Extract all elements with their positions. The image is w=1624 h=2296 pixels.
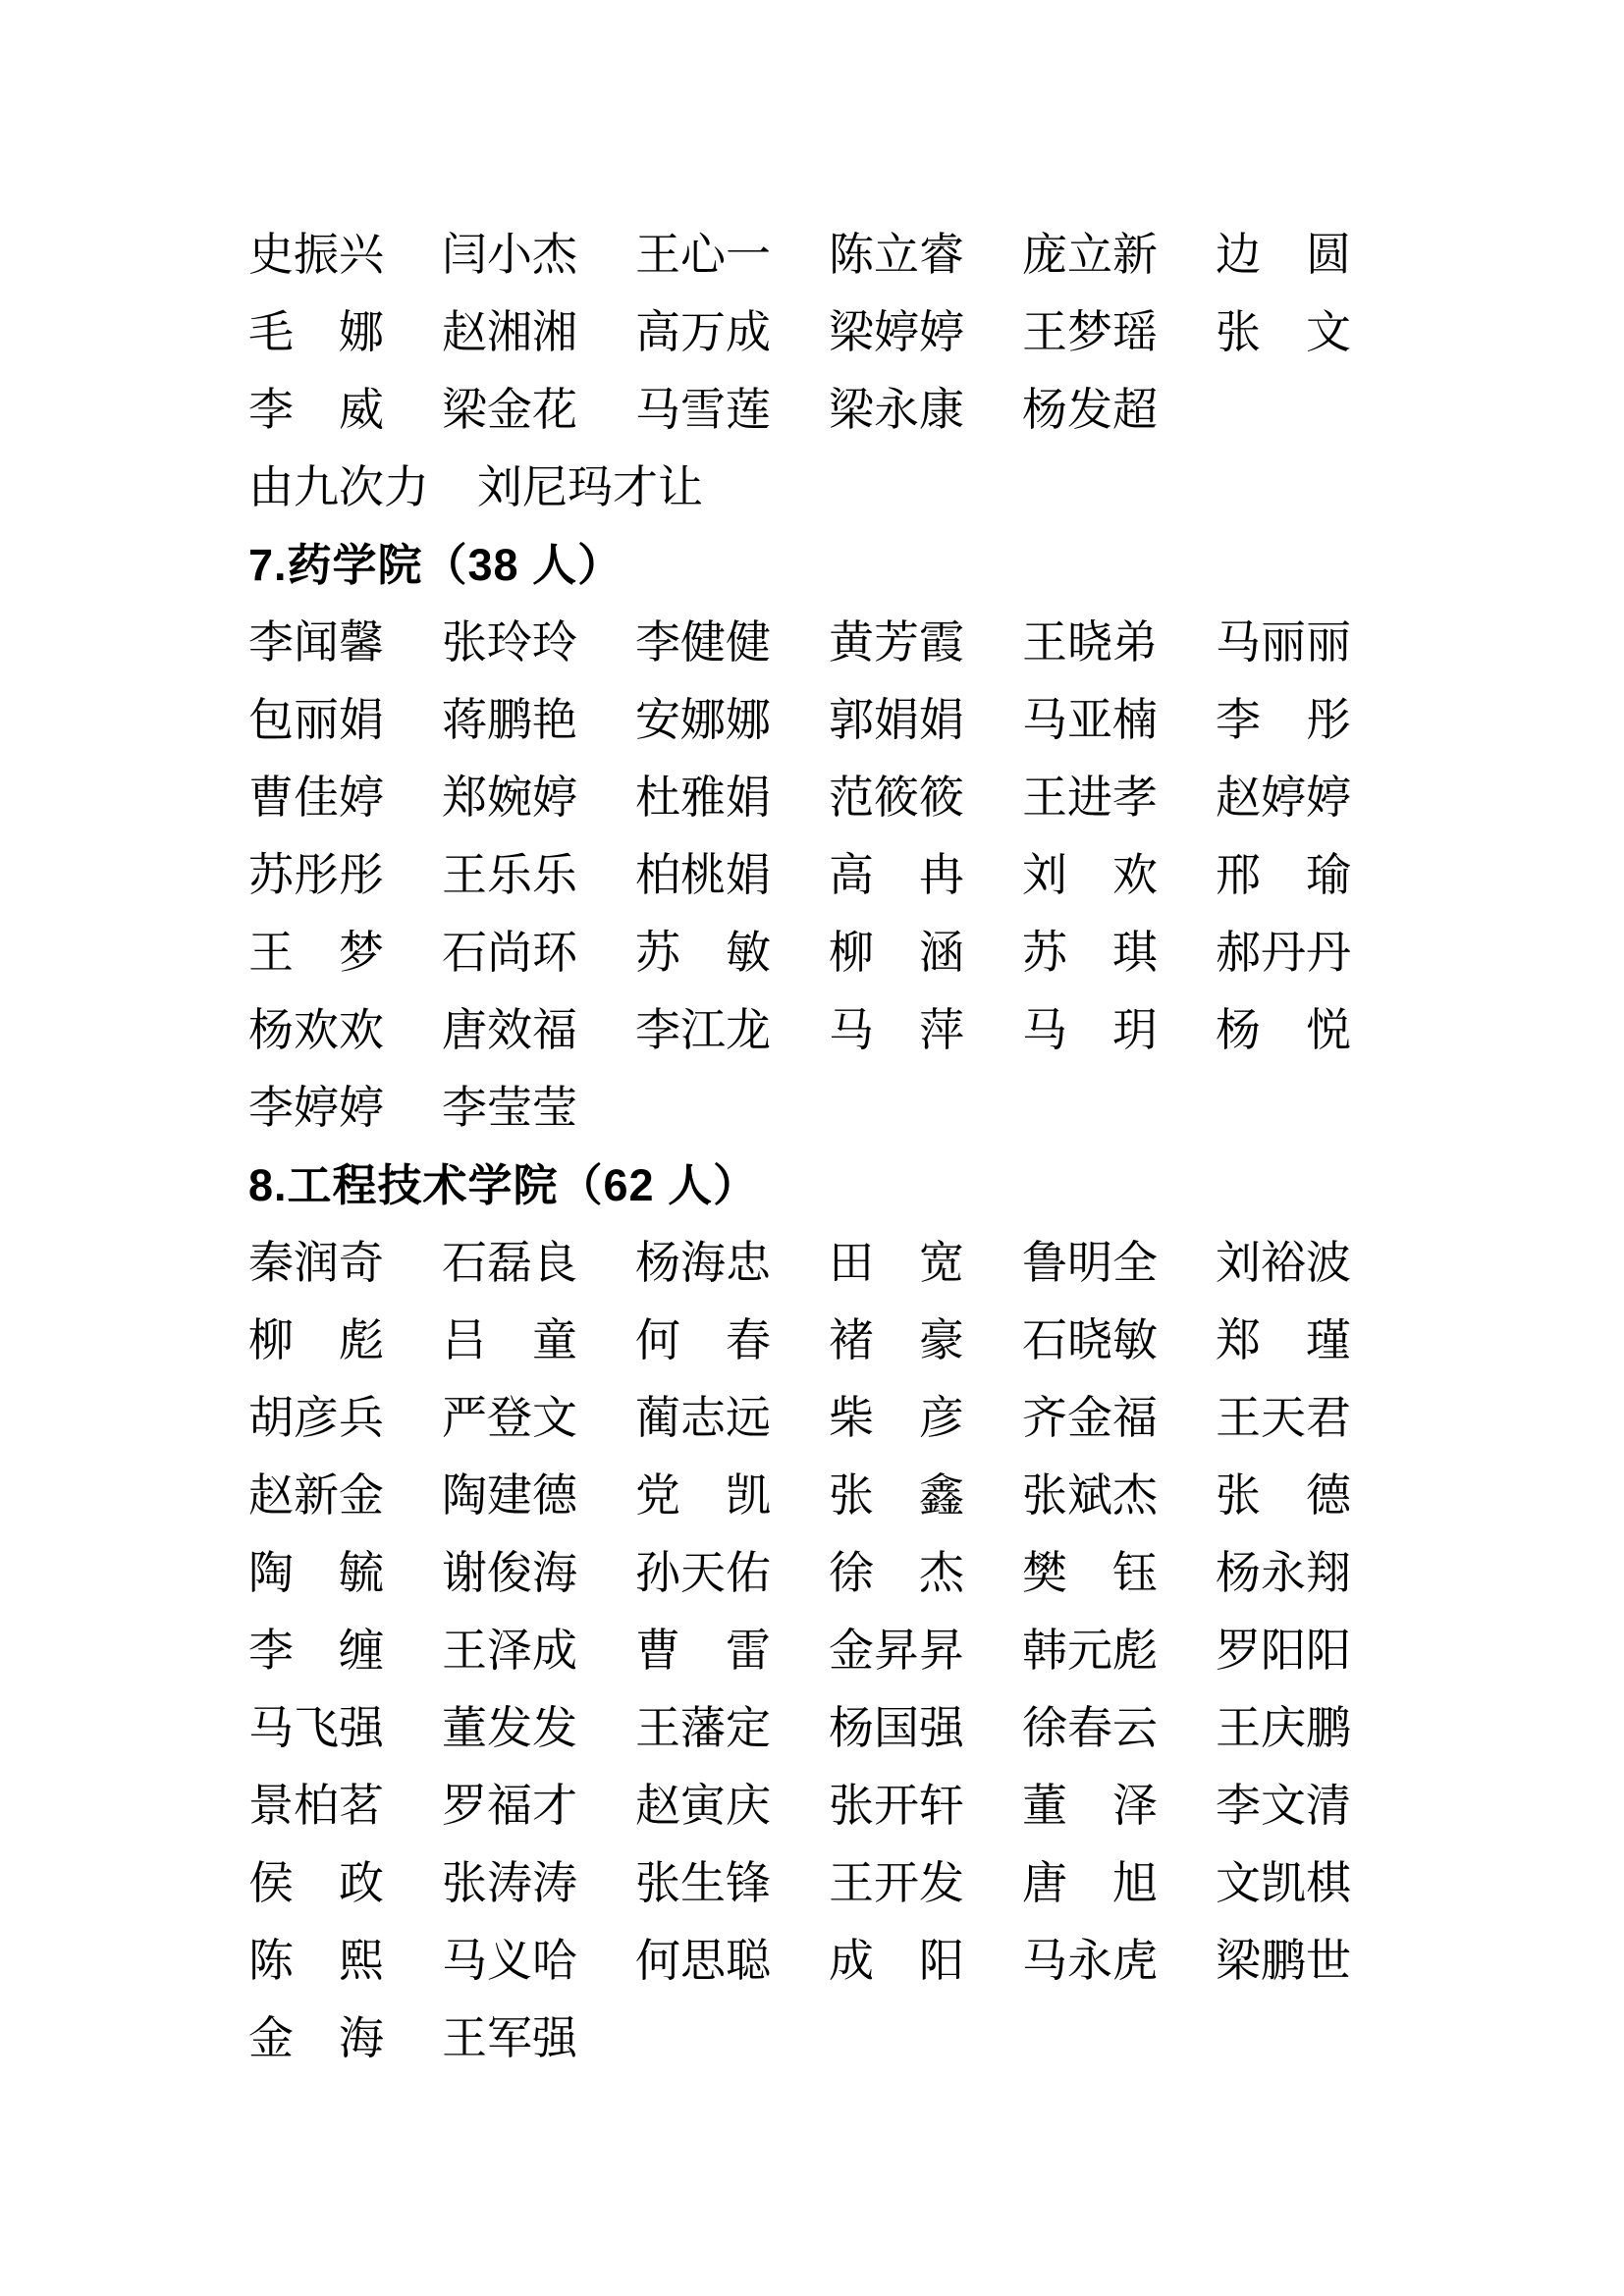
name-row [248, 1534, 1486, 1612]
name-cell: 张生锋 [635, 1858, 771, 1908]
name-cell: 杨永翔 [1216, 1548, 1351, 1598]
name-cell: 刘 欢 [1022, 850, 1158, 900]
name-cell: 董 泽 [1022, 1781, 1158, 1831]
name-cell: 党 凯 [635, 1470, 771, 1521]
name-cell: 李婷婷 [248, 1083, 384, 1133]
name-cell: 闫小杰 [442, 230, 577, 280]
name-cell: 庞立新 [1022, 230, 1158, 280]
name-cell: 张玲玲 [442, 617, 577, 667]
name-cell: 陶 毓 [248, 1548, 384, 1598]
name-cell: 石晓敏 [1022, 1315, 1158, 1365]
name-row [248, 1612, 1486, 1689]
name-cell: 杨发超 [1022, 385, 1158, 435]
name-cell: 秦润奇 [248, 1238, 384, 1288]
name-cell: 李 威 [248, 385, 384, 435]
name-cell: 田 宽 [829, 1238, 964, 1288]
name-cell: 张 鑫 [829, 1470, 964, 1521]
name-cell: 梁永康 [829, 385, 964, 435]
name-cell: 马飞强 [248, 1703, 384, 1753]
name-cell: 曹 雷 [635, 1626, 771, 1676]
name-row [248, 836, 1486, 914]
name-cell: 成 阳 [829, 1936, 964, 1986]
name-cell: 金昇昇 [829, 1626, 964, 1676]
name-cell: 褚 豪 [829, 1315, 964, 1365]
name-cell: 由九次力 [248, 462, 429, 512]
name-row [248, 449, 1486, 526]
name-cell: 李莹莹 [442, 1083, 577, 1133]
name-cell: 梁婷婷 [829, 307, 964, 357]
name-cell: 范筱筱 [829, 773, 964, 823]
name-cell: 鲁明全 [1022, 1238, 1158, 1288]
name-cell: 齐金福 [1022, 1393, 1158, 1443]
name-row [248, 991, 1486, 1069]
name-cell: 赵寅庆 [635, 1781, 771, 1831]
name-cell: 胡彦兵 [248, 1393, 384, 1443]
name-cell: 李闻馨 [248, 617, 384, 667]
name-cell: 王藩定 [635, 1703, 771, 1753]
name-cell: 郑 瑾 [1216, 1315, 1351, 1365]
name-row [248, 759, 1486, 836]
name-cell: 杨 悦 [1216, 1005, 1351, 1055]
name-cell: 谢俊海 [442, 1548, 577, 1598]
section-header: 8.工程技术学院（62 人） [248, 1160, 759, 1210]
name-cell: 郭娟娟 [829, 695, 964, 745]
name-cell: 唐 旭 [1022, 1858, 1158, 1908]
name-cell: 罗阳阳 [1216, 1626, 1351, 1676]
name-row [248, 1302, 1486, 1379]
name-cell: 王心一 [635, 230, 771, 280]
name-cell: 李健健 [635, 617, 771, 667]
name-cell: 王开发 [829, 1858, 964, 1908]
name-cell: 王军强 [442, 2013, 577, 2063]
name-row [248, 1379, 1486, 1457]
name-row [248, 1457, 1486, 1534]
name-cell: 郑婉婷 [442, 773, 577, 823]
name-cell: 王乐乐 [442, 850, 577, 900]
name-cell: 文凯棋 [1216, 1858, 1351, 1908]
name-cell: 蒋鹏艳 [442, 695, 577, 745]
name-cell: 马永虎 [1022, 1936, 1158, 1986]
name-cell: 杨欢欢 [248, 1005, 384, 1055]
name-cell: 蔺志远 [635, 1393, 771, 1443]
name-row [248, 914, 1486, 991]
name-cell: 王 梦 [248, 928, 384, 978]
name-cell: 刘尼玛才让 [477, 462, 703, 512]
name-cell: 刘裕波 [1216, 1238, 1351, 1288]
name-cell: 柳 彪 [248, 1315, 384, 1365]
name-cell: 张涛涛 [442, 1858, 577, 1908]
name-cell: 杨海忠 [635, 1238, 771, 1288]
name-cell: 张 德 [1216, 1470, 1351, 1521]
name-cell: 苏 琪 [1022, 928, 1158, 978]
name-cell: 郝丹丹 [1216, 928, 1351, 978]
name-cell: 何思聪 [635, 1936, 771, 1986]
name-row [248, 1689, 1486, 1767]
name-cell: 柳 涵 [829, 928, 964, 978]
name-cell: 梁鹏世 [1216, 1936, 1351, 1986]
section-header: 7.药学院（38 人） [248, 540, 623, 590]
name-cell: 高 冉 [829, 850, 964, 900]
name-row [248, 294, 1486, 371]
name-cell: 张斌杰 [1022, 1470, 1158, 1521]
name-cell: 何 春 [635, 1315, 771, 1365]
name-cell: 王进孝 [1022, 773, 1158, 823]
name-cell: 李江龙 [635, 1005, 771, 1055]
name-row [248, 216, 1486, 294]
name-cell: 吕 童 [442, 1315, 577, 1365]
name-row [248, 1069, 1486, 1147]
name-cell: 董发发 [442, 1703, 577, 1753]
name-cell: 侯 政 [248, 1858, 384, 1908]
name-cell: 金 海 [248, 2013, 384, 2063]
name-cell: 马丽丽 [1216, 617, 1351, 667]
name-cell: 张开轩 [829, 1781, 964, 1831]
name-cell: 徐 杰 [829, 1548, 964, 1598]
name-cell: 徐春云 [1022, 1703, 1158, 1753]
name-cell: 梁金花 [442, 385, 577, 435]
name-cell: 杜雅娟 [635, 773, 771, 823]
name-cell: 韩元彪 [1022, 1626, 1158, 1676]
name-cell: 王泽成 [442, 1626, 577, 1676]
name-cell: 柴 彦 [829, 1393, 964, 1443]
name-cell: 苏彤彤 [248, 850, 384, 900]
name-cell: 边 圆 [1216, 230, 1351, 280]
name-row [248, 1922, 1486, 2000]
name-cell: 李 缠 [248, 1626, 384, 1676]
name-cell: 马 玥 [1022, 1005, 1158, 1055]
name-cell: 王庆鹏 [1216, 1703, 1351, 1753]
name-cell: 毛 娜 [248, 307, 384, 357]
name-cell: 苏 敏 [635, 928, 771, 978]
name-cell: 马亚楠 [1022, 695, 1158, 745]
name-cell: 王天君 [1216, 1393, 1351, 1443]
name-cell: 陈立睿 [829, 230, 964, 280]
name-cell: 陶建德 [442, 1470, 577, 1521]
name-cell: 石尚环 [442, 928, 577, 978]
name-cell: 严登文 [442, 1393, 577, 1443]
name-cell: 罗福才 [442, 1781, 577, 1831]
name-cell: 唐效福 [442, 1005, 577, 1055]
name-cell: 李 彤 [1216, 695, 1351, 745]
roster-content [248, 216, 1486, 2077]
name-row [248, 1844, 1486, 1922]
name-cell: 马义哈 [442, 1936, 577, 1986]
name-cell: 高万成 [635, 307, 771, 357]
name-row [248, 1767, 1486, 1844]
name-cell: 黄芳霞 [829, 617, 964, 667]
name-cell: 曹佳婷 [248, 773, 384, 823]
name-row [248, 2000, 1486, 2077]
name-cell: 石磊良 [442, 1238, 577, 1288]
name-cell: 邢 瑜 [1216, 850, 1351, 900]
name-cell: 马 萍 [829, 1005, 964, 1055]
name-cell: 马雪莲 [635, 385, 771, 435]
name-cell: 李文清 [1216, 1781, 1351, 1831]
name-cell: 包丽娟 [248, 695, 384, 745]
name-cell: 陈 熙 [248, 1936, 384, 1986]
name-row [248, 1224, 1486, 1302]
name-cell: 王梦瑶 [1022, 307, 1158, 357]
name-cell: 樊 钰 [1022, 1548, 1158, 1598]
name-row [248, 371, 1486, 449]
name-cell: 赵婷婷 [1216, 773, 1351, 823]
name-row [248, 681, 1486, 759]
name-cell: 景柏茗 [248, 1781, 384, 1831]
name-cell: 王晓弟 [1022, 617, 1158, 667]
name-cell: 史振兴 [248, 230, 384, 280]
name-cell: 张 文 [1216, 307, 1351, 357]
name-row [248, 604, 1486, 681]
name-cell: 安娜娜 [635, 695, 771, 745]
name-cell: 杨国强 [829, 1703, 964, 1753]
name-cell: 柏桃娟 [635, 850, 771, 900]
name-cell: 赵新金 [248, 1470, 384, 1521]
name-cell: 孙天佑 [635, 1548, 771, 1598]
name-cell: 赵湘湘 [442, 307, 577, 357]
